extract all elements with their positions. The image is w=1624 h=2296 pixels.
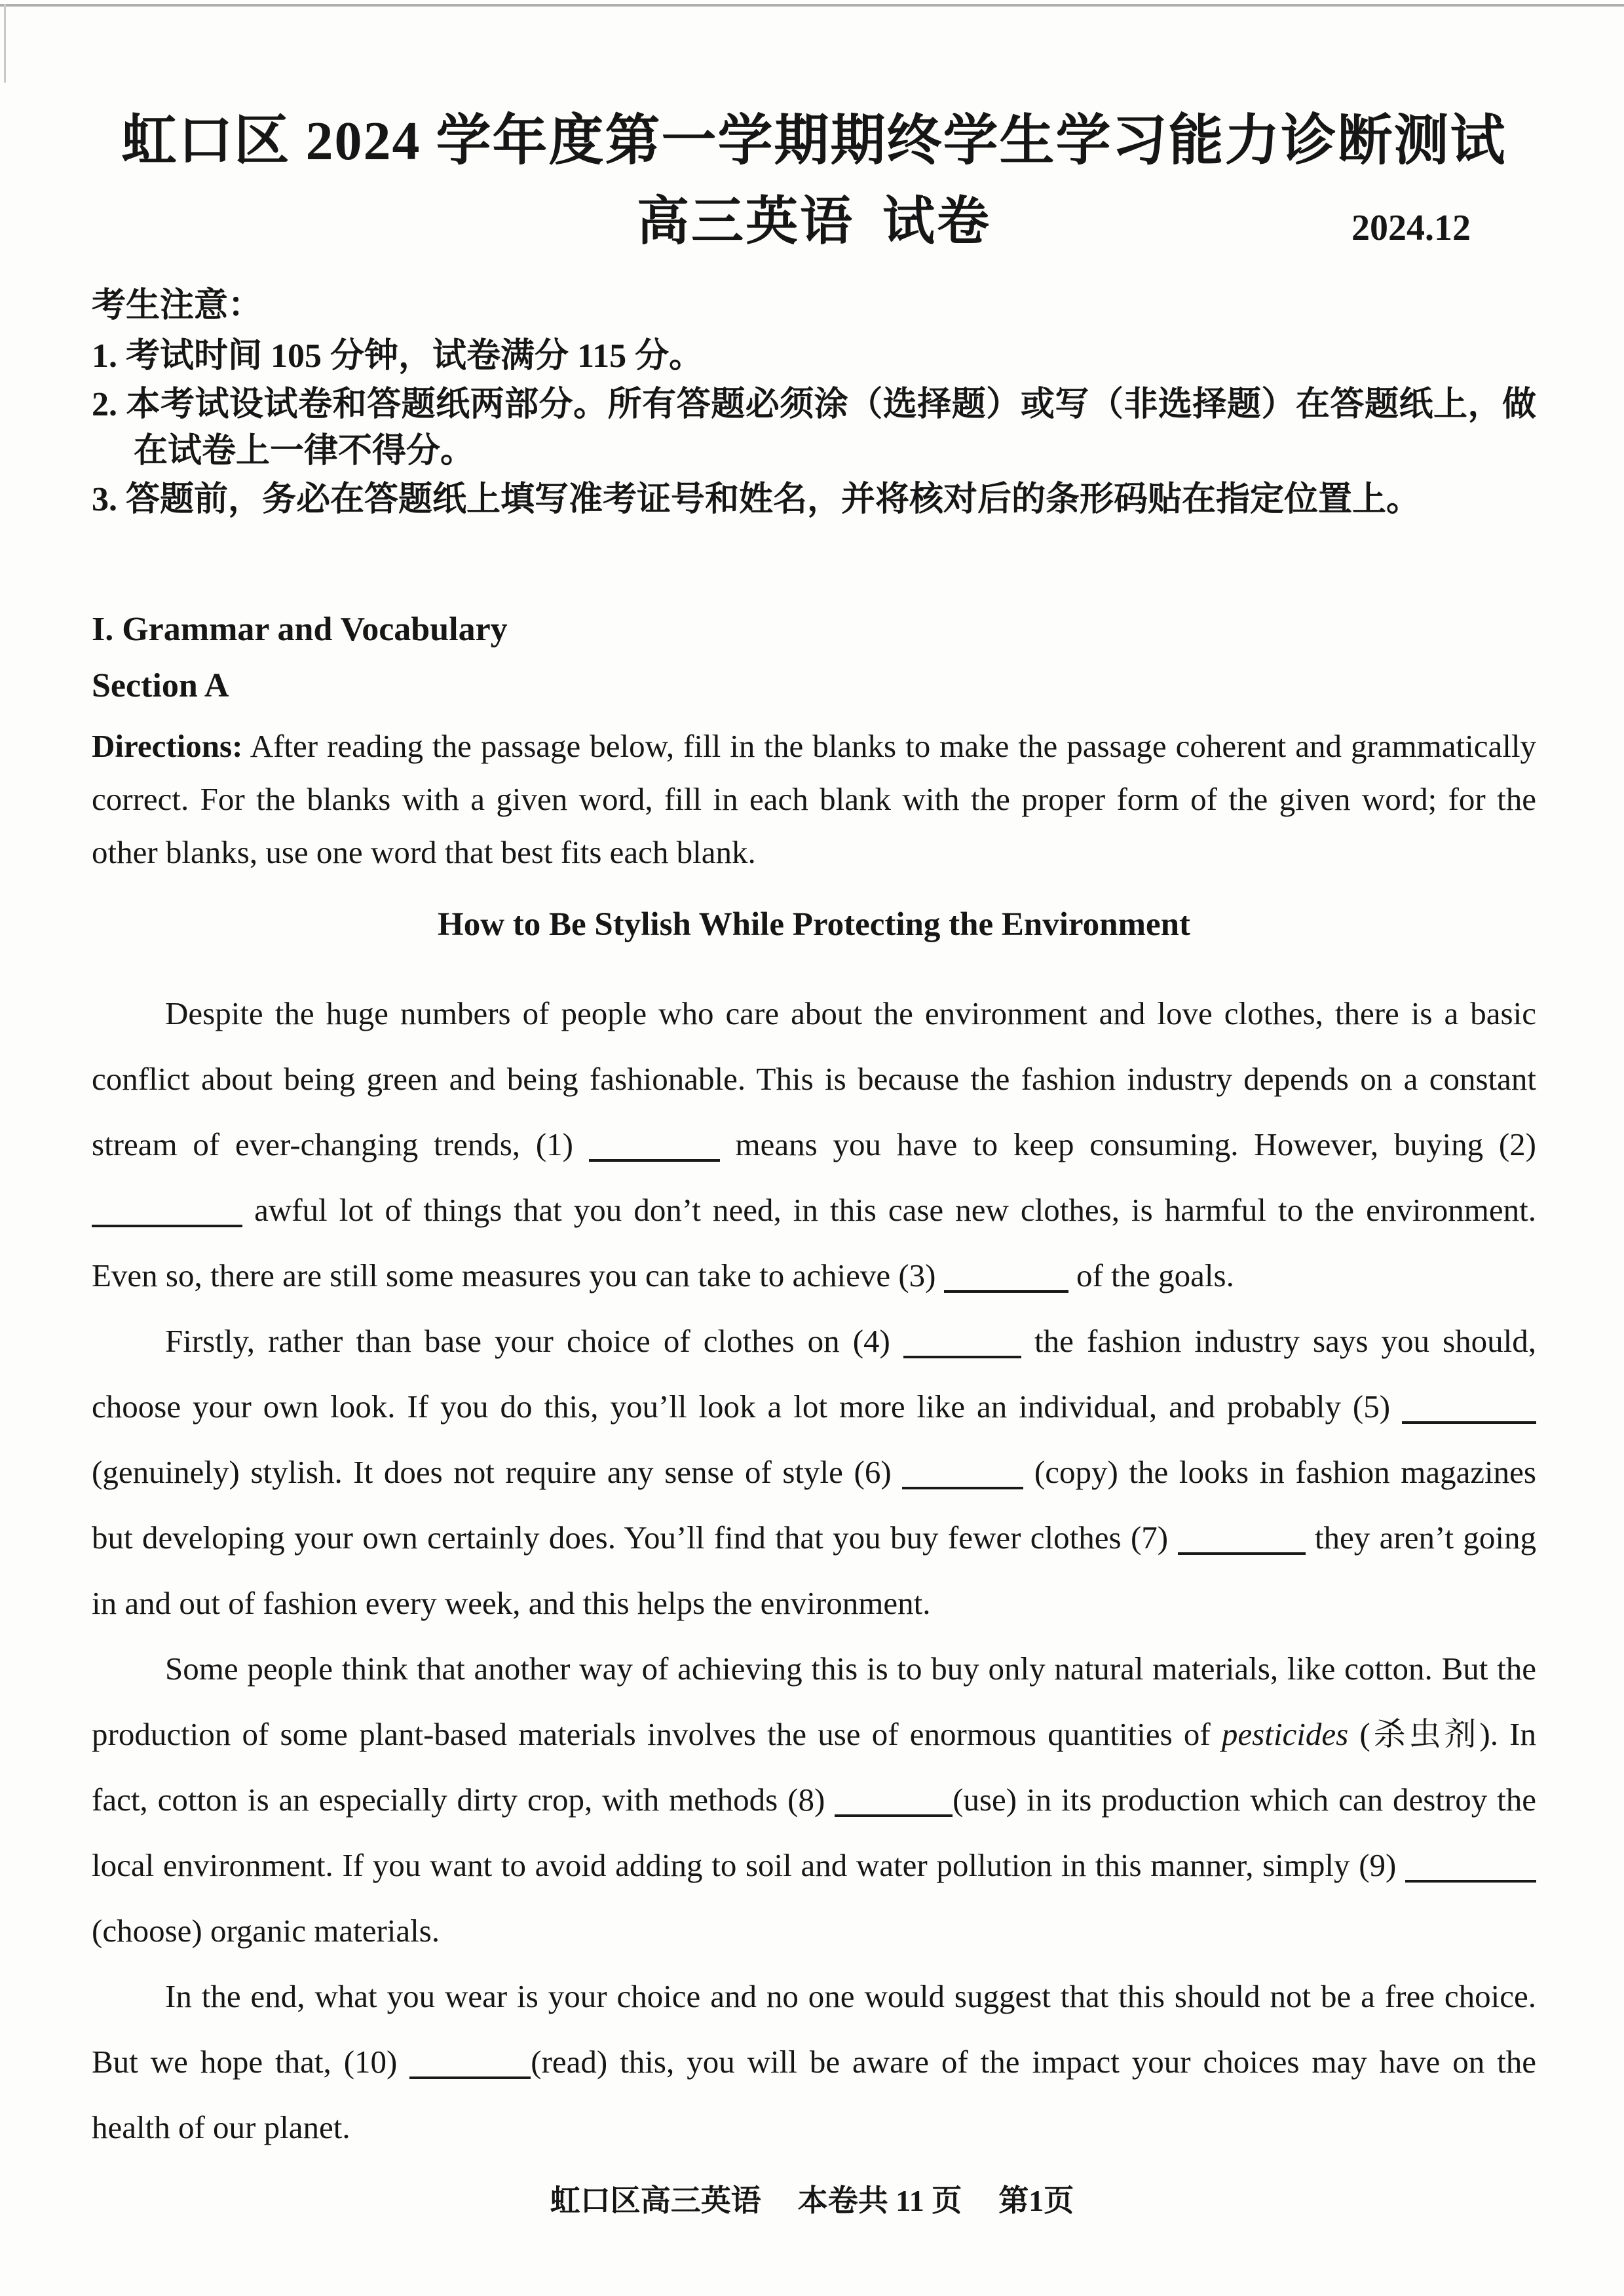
fill-in-blank: [902, 1487, 1023, 1489]
exam-subtitle: 高三英语 试卷: [637, 193, 991, 251]
notice-item-1: 1. 考试时间 105 分钟，试卷满分 115 分。: [92, 337, 704, 375]
fill-in-blank: [1405, 1880, 1536, 1883]
candidate-notice: [92, 281, 1536, 523]
italic-term: pesticides: [1221, 1715, 1349, 1752]
passage-paragraph: Some people think that another way of achieving this is to buy only natural materials, like cotton. But the production of some plant-based materials involves the use of enormous quantities of pesticides (杀虫剂). In fact, cotton is an especially dirty crop, with methods (8) (use) in its production which can destroy the local environment. If you want to avoid adding to soil and water pollution in this manner, simply (9) (choose) organic materials.: [92, 1650, 1537, 1949]
scan-edge-top: [0, 4, 1624, 7]
notice-item-2: 2. 本考试设试卷和答题纸两部分。所有答题必须涂（选择题）或写（非选择题）在答题纸上，做在试卷上一律不得分。: [92, 385, 1536, 470]
passage-body: [92, 981, 1536, 2160]
fill-in-blank: [944, 1290, 1068, 1293]
exam-title: 虹口区 2024 学年度第一学期期终学生学习能力诊断测试: [121, 111, 1507, 172]
footer-paper-name: 虹口区高三英语: [550, 2184, 761, 2217]
exam-date: 2024.12: [1351, 208, 1471, 249]
fill-in-blank: [903, 1356, 1021, 1358]
fill-in-blank: [835, 1814, 953, 1817]
part-heading: I. Grammar and Vocabulary: [92, 610, 508, 648]
directions-label: Directions:: [92, 727, 243, 764]
fill-in-blank: [92, 1225, 242, 1227]
fill-in-blank: [1402, 1421, 1536, 1424]
passage-paragraph: In the end, what you wear is your choice and no one would suggest that this should not be a free choice. But we hope that, (10) (read) this, you will be aware of the impact your choices may have on the health of our planet.: [92, 1978, 1537, 2145]
page-footer: [0, 2177, 1624, 2220]
exam-subtitle-row: [92, 192, 1536, 252]
section-heading: Section A: [92, 666, 229, 704]
footer-page-number: 第1页: [998, 2184, 1074, 2217]
scan-edge-left: [4, 4, 6, 83]
notice-label: 考生注意：: [92, 286, 263, 324]
passage-title: How to Be Stylish While Protecting the Environment: [438, 906, 1190, 943]
directions-text: After reading the passage below, fill in the blanks to make the passage coherent and grammatically correct. For the blanks with a given word, fill in each blank with the proper form of the given word; for the other blanks, use one word that best fits each blank.: [92, 727, 1536, 870]
fill-in-blank: [1178, 1552, 1306, 1555]
fill-in-blank: [409, 2076, 531, 2079]
notice-item-3: 3. 答题前，务必在答题纸上填写准考证号和姓名，并将核对后的条形码贴在指定位置上。: [92, 480, 1421, 518]
fill-in-blank: [589, 1159, 720, 1162]
footer-total-pages: 本卷共 11 页: [797, 2184, 962, 2217]
passage-paragraph: Firstly, rather than base your choice of clothes on (4) the fashion industry says you should, choose your own look. If you do this, you’ll look a lot more like an individual, and probably (5) (genuinely) stylish. It does not require any sense of style (6) (copy) the looks in fashion magazines but developing your own certainly does. You’ll find that you buy fewer clothes (7) they aren’t going in and out of fashion every week, and this helps the environment.: [92, 1322, 1536, 1621]
directions: [92, 719, 1536, 879]
passage-paragraph: Despite the huge numbers of people who care about the environment and love clothes, there is a basic conflict about being green and being fashionable. This is because the fashion industry depends on a constant stream of ever-changing trends, (1) means you have to keep consuming. However, buying (2) awful lot of things that you don’t need, in this case new clothes, is harmful to the environment. Even so, there are still some measures you can take to achieve (3) of the goals.: [92, 995, 1536, 1293]
page-content: [92, 110, 1536, 2160]
